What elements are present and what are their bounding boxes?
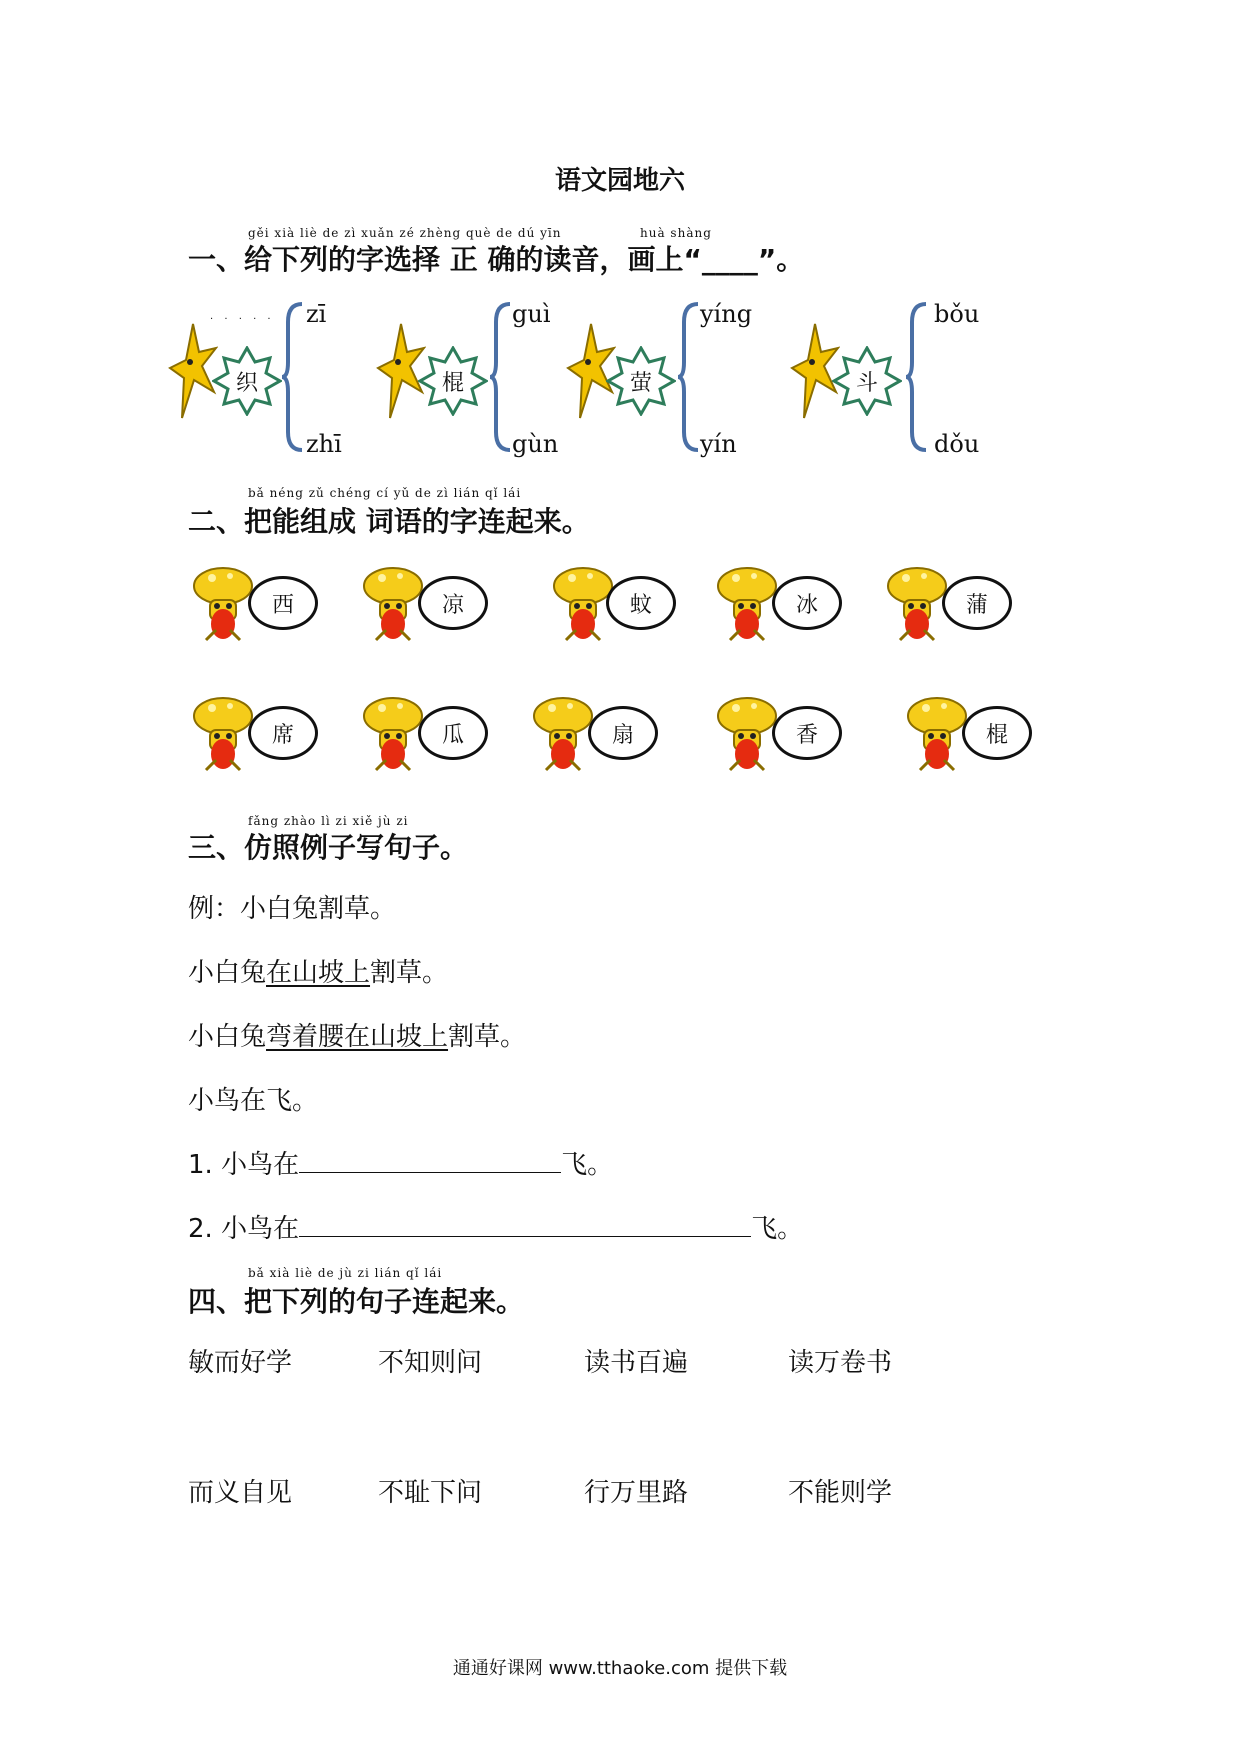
brace-icon (282, 302, 306, 456)
char-oval[interactable]: 蚊 (606, 576, 676, 630)
phrase-item[interactable]: 不能则学 (788, 1478, 893, 1508)
section2-heading: 二、把能组成 词语的字连起来。 (188, 505, 590, 538)
badge-icon (832, 346, 902, 416)
question-2 (188, 1208, 803, 1245)
page-title: 语文园地六 (554, 166, 685, 196)
item-char: 萤 (629, 371, 652, 396)
mushroom-icon (906, 696, 968, 776)
text: 飞。 (751, 1214, 804, 1244)
section4-heading: 四、把下列的句子连起来。 (188, 1285, 525, 1318)
mushroom-icon (552, 566, 614, 646)
phrase-item[interactable]: 而义自见 (188, 1478, 293, 1508)
mushroom-icon (192, 566, 254, 646)
answer-blank-1[interactable] (299, 1152, 561, 1173)
item-char: 斗 (855, 371, 878, 396)
text: 小白兔 (188, 1022, 267, 1052)
text: 2. 小鸟在 (188, 1214, 300, 1244)
mushroom-icon (886, 566, 948, 646)
char-oval[interactable]: 棍 (962, 706, 1032, 760)
phrase-item[interactable]: 读书百遍 (584, 1348, 689, 1378)
text: 割草。 (448, 1022, 527, 1052)
section2-pinyin: bǎ néng zǔ chéng cí yǔ de zì lián qǐ lái (248, 486, 522, 500)
char-oval[interactable]: 蒲 (942, 576, 1012, 630)
text: 割草。 (370, 958, 449, 988)
mushroom-icon (716, 696, 778, 776)
section4-pinyin: bǎ xià liè de jù zi lián qǐ lái (248, 1266, 443, 1280)
mushroom-icon (532, 696, 594, 776)
star-icon (168, 322, 218, 426)
example-line: 例：小白兔割草。 (188, 894, 397, 924)
char-oval[interactable]: 扇 (588, 706, 658, 760)
phrase-item[interactable]: 不知则问 (378, 1348, 483, 1378)
section1-heading: 一、给下列的字选择 正 确的读音，画上“____”。 (188, 243, 805, 276)
option-top[interactable]: bǒu (934, 300, 980, 328)
answer-blank-2[interactable] (299, 1216, 751, 1237)
emphasis-dots: · · · · · (210, 314, 275, 325)
char-oval[interactable]: 席 (248, 706, 318, 760)
char-oval[interactable]: 香 (772, 706, 842, 760)
option-bottom[interactable]: gùn (512, 430, 559, 458)
text: 小白兔 (188, 958, 267, 988)
text: 飞。 (561, 1150, 614, 1180)
phrase-item[interactable]: 读万卷书 (788, 1348, 893, 1378)
option-top[interactable]: zī (306, 300, 327, 328)
option-bottom[interactable]: yín (700, 430, 737, 458)
phrase-item[interactable]: 不耻下问 (378, 1478, 483, 1508)
prompt-line: 小鸟在飞。 (188, 1086, 319, 1116)
footer-text: 通通好课网 www.tthaoke.com 提供下载 (452, 1658, 788, 1679)
mushroom-icon (192, 696, 254, 776)
char-oval[interactable]: 冰 (772, 576, 842, 630)
mushroom-icon (362, 696, 424, 776)
brace-icon (490, 302, 514, 456)
badge-icon (418, 346, 488, 416)
item-char: 棍 (441, 371, 464, 396)
badge-icon (606, 346, 676, 416)
char-oval[interactable]: 西 (248, 576, 318, 630)
mushroom-icon (716, 566, 778, 646)
underlined-phrase: 在山坡上 (266, 958, 371, 988)
text: 1. 小鸟在 (188, 1150, 300, 1180)
item-char: 织 (235, 371, 258, 396)
option-bottom[interactable]: dǒu (934, 430, 980, 458)
section1-pinyin: gěi xià liè de zì xuǎn zé zhèng què de dú yīn (248, 226, 562, 240)
section3-heading: 三、仿照例子写句子。 (188, 831, 469, 864)
section1-pinyin-extra: huà shàng (640, 226, 712, 240)
option-bottom[interactable]: zhī (306, 430, 342, 458)
example-line-1 (188, 952, 448, 989)
char-oval[interactable]: 凉 (418, 576, 488, 630)
option-top[interactable]: guì (512, 300, 551, 328)
brace-icon (906, 302, 930, 456)
badge-icon (212, 346, 282, 416)
phrase-item[interactable]: 行万里路 (584, 1478, 689, 1508)
question-1 (188, 1144, 613, 1181)
char-oval[interactable]: 瓜 (418, 706, 488, 760)
underlined-phrase: 弯着腰在山坡上 (266, 1022, 449, 1052)
phrase-item[interactable]: 敏而好学 (188, 1348, 293, 1378)
mushroom-icon (362, 566, 424, 646)
section3-pinyin: fǎng zhào lì zi xiě jù zi (248, 814, 409, 828)
example-line-2 (188, 1016, 526, 1053)
option-top[interactable]: yíng (700, 300, 753, 328)
brace-icon (678, 302, 702, 456)
